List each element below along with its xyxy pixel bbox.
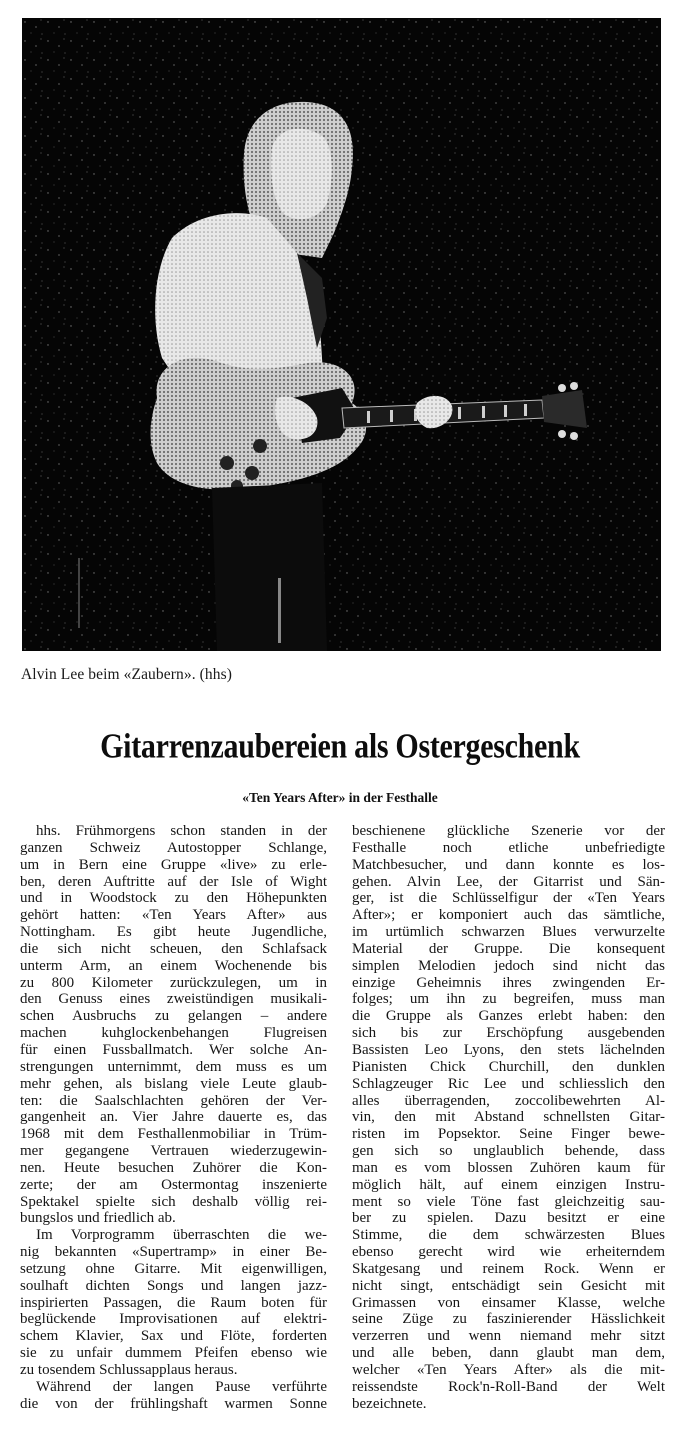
article-line: Grimassen von einsamer Klasse, welche <box>352 1294 665 1311</box>
article-line: Nottingham. Es gibt heute Jugendliche, <box>20 924 327 941</box>
article-line: und in Woodstock zu den Höhepunkten <box>20 890 327 907</box>
article-line: soulhaft dichten Songs und langen jazz- <box>20 1277 327 1294</box>
photo-caption: Alvin Lee beim «Zaubern». (hhs) <box>21 666 232 683</box>
article-line: beschienene glückliche Szenerie vor der <box>352 823 665 839</box>
article-line: zu 800 Kilometer zurückzulegen, um in <box>20 974 327 991</box>
article-line: bezeichnete. <box>352 1395 427 1412</box>
article-line: bungslos und friedlich ab. <box>20 1210 176 1227</box>
article-line: unterm Arm, an einem Wochenende bis <box>20 957 327 974</box>
concert-photo <box>22 18 661 651</box>
article-line: reissendste Rock'n-Roll-Band der Welt <box>352 1378 665 1395</box>
article-line: schem Klavier, Sax und Flöte, forderten <box>20 1328 327 1345</box>
article-line: die sich nicht scheuen, den Schlafsack <box>20 940 327 957</box>
article-line: ten: die Saalschlachten gehören der Ver- <box>20 1092 327 1109</box>
article-line: simplen Melodien jedoch sind nicht das <box>352 957 665 974</box>
article-line: Während der langen Pause verführte <box>36 1378 327 1395</box>
article-line: zu tosendem Schlussapplaus heraus. <box>20 1362 238 1378</box>
article-line: die von der frühlingshaft warmen Sonne <box>20 1395 327 1412</box>
article-line: Festhalle noch etliche unbefriedigte <box>352 839 665 856</box>
article-line: Pianisten Chick Churchill, den dunklen <box>352 1058 665 1075</box>
article-line: ment so viele Töne fast gleichzeitig sau- <box>352 1193 665 1210</box>
article-line: sie zu unfair dummem Pfeifen ebenso wie <box>20 1345 327 1362</box>
article-line: Material der Gruppe. Die konsequent <box>352 940 665 957</box>
article-line: sich bis zur Erschöpfung ausgebenden <box>352 1025 665 1042</box>
article-line: machen kuhglockenbehangen Flugreisen <box>20 1025 327 1042</box>
article-line: nig bekannten «Supertramp» in einer Be- <box>20 1244 327 1261</box>
article-line: den Genuss eines zweistündigen musikali- <box>20 991 327 1008</box>
article-line: Skatgesang und reinem Rock. Wenn er <box>352 1260 665 1277</box>
article-line: 1968 mit dem Festhallenmobiliar in Trüm- <box>20 1126 327 1143</box>
article-line: mer gegangene Vertrauen wiederzugewin- <box>20 1143 327 1160</box>
article-line: seine Züge zu faszinierender Hässlichkeit <box>352 1311 665 1328</box>
article-column-right <box>352 823 665 1413</box>
article-line: Spektakel spielte sich deshalb völlig rei- <box>20 1193 327 1210</box>
article-line: ben, deren Auftritte auf der Isle of Wight <box>20 873 327 890</box>
article-line: welcher «Ten Years After» als die mit- <box>352 1362 665 1378</box>
headline: Gitarrenzaubereien als Ostergeschenk <box>100 727 580 766</box>
article-line: ganzen Schweiz Autostopper Schlange, <box>20 839 327 856</box>
article-line: Stimme, die dem schwärzesten Blues <box>352 1227 665 1244</box>
article-line: Bassisten Leo Lyons, den stets lächelnden <box>352 1041 665 1058</box>
article-line: setzung ohne Gitarre. Mit eigenwilligen, <box>20 1260 327 1277</box>
article-line: Matchbesucher, und dann konnte es los- <box>352 856 665 873</box>
article-line: hhs. Frühmorgens schon standen in der <box>36 823 327 839</box>
article-line: alles überragenden, zoccolibewehrten Al- <box>352 1092 665 1109</box>
article-line: Im Vorprogramm überraschten die we- <box>36 1227 327 1244</box>
article-column-left <box>20 823 327 1413</box>
article-line: gehört hatten: «Ten Years After» aus <box>20 907 327 924</box>
photo-image <box>22 18 661 651</box>
article-line: vin, den mit Abstand schnellsten Gitar- <box>352 1109 665 1126</box>
article-line: zerte; der am Ostermontag inszenierte <box>20 1176 327 1193</box>
article-line: Schlagzeuger Ric Lee und schliesslich den <box>352 1075 665 1092</box>
article-line: nen. Heute besuchen Zuhörer die Kon- <box>20 1159 327 1176</box>
article-line: die Gruppe als Ganzes erlebt haben: den <box>352 1008 665 1025</box>
article-line: ger, ist die Schlüsselfigur der «Ten Years <box>352 890 665 907</box>
article-line: möglich hält, auf einem einzigen Instru- <box>352 1176 665 1193</box>
article-line: mehr gehen, als bislang viele Leute glaub- <box>20 1075 327 1092</box>
article-line: gehen. Alvin Lee, der Gitarrist und Sän- <box>352 873 665 890</box>
article-line: und alle beben, dann glaubt man dem, <box>352 1345 665 1362</box>
article-line: strengungen unternimmt, dem muss es um <box>20 1058 327 1075</box>
article-line: gen sich so unglaublich behende, dass <box>352 1143 665 1160</box>
article-line: ebenso gerecht wird wie erheiterndem <box>352 1244 665 1261</box>
article-line: inspirierten Passagen, die Raum boten für <box>20 1294 327 1311</box>
article-line: ber zu spielen. Dazu besitzt er eine <box>352 1210 665 1227</box>
article-line: gangenheit an. Vier Jahre dauerte es, das <box>20 1109 327 1126</box>
article-line: im urtümlich schwarzen Blues verwurzelte <box>352 924 665 941</box>
article-line: beglückende Improvisationen auf elektri- <box>20 1311 327 1328</box>
article-line: After»; er komponiert auch das sämtliche, <box>352 907 665 924</box>
article-line: man es vom blossen Zuhören kaum für <box>352 1159 665 1176</box>
article-line: schen Ausbruchs zu gelangen – andere <box>20 1008 327 1025</box>
article-line: einzige Geheimnis ihres zwingenden Er- <box>352 974 665 991</box>
article-line: verzerren und wenn niemand mehr sitzt <box>352 1328 665 1345</box>
subheadline: «Ten Years After» in der Festhalle <box>242 790 438 805</box>
article-line: risten im Popsektor. Seine Finger bewe- <box>352 1126 665 1143</box>
article-line: für einen Fussballmatch. Wer solche An- <box>20 1041 327 1058</box>
article-line: nicht singt, entschädigt sein Gesicht mit <box>352 1277 665 1294</box>
article-line: folges; um ihn zu begreifen, muss man <box>352 991 665 1008</box>
article-line: um in Bern eine Gruppe «live» zu erle- <box>20 856 327 873</box>
